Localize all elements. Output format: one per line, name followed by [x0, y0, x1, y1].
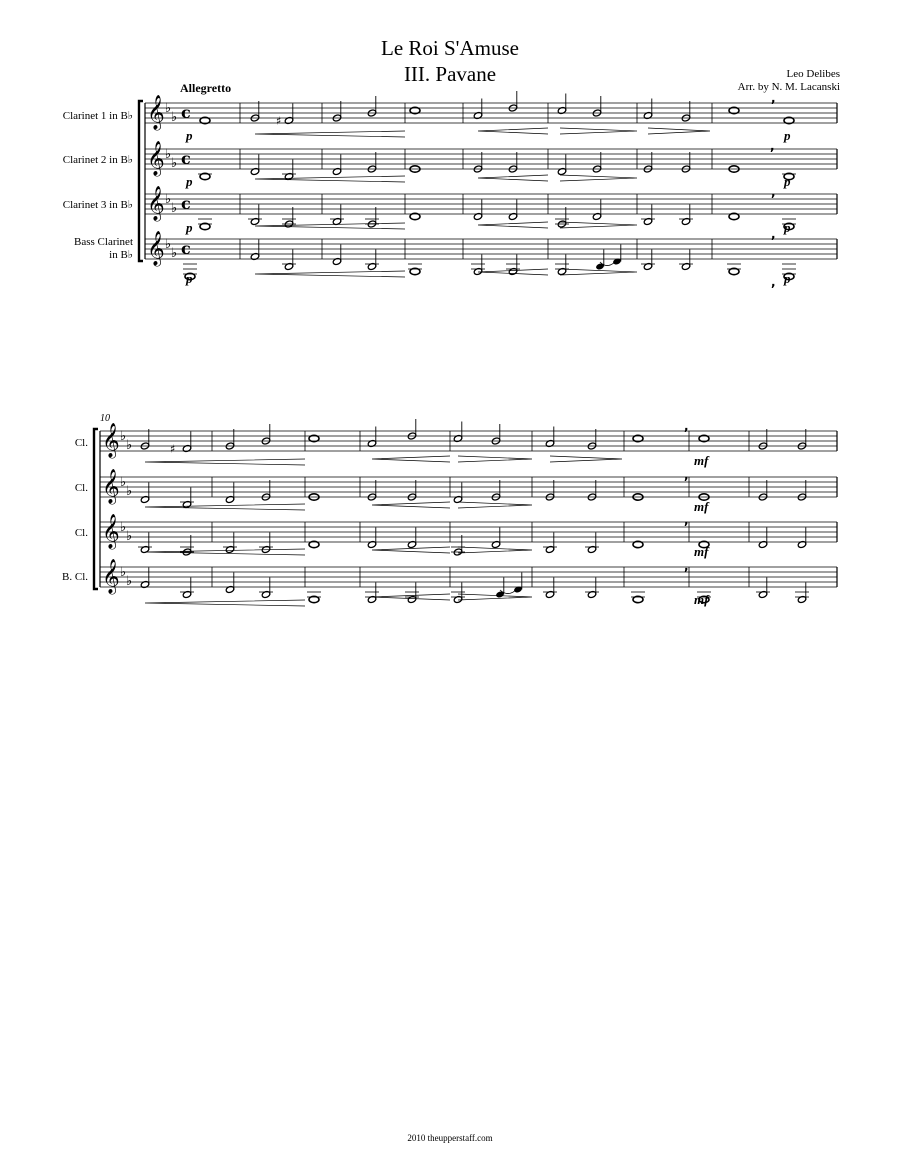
dynamic-p: p	[186, 174, 193, 189]
dynamic-mf: mf	[694, 592, 709, 607]
treble-clef-icon: 𝄞	[147, 186, 165, 221]
flat-icon: ♭	[165, 101, 172, 116]
crescendo-hairpin	[478, 128, 548, 134]
flat-icon: ♭	[120, 475, 127, 490]
flat-icon: ♭	[165, 192, 172, 207]
breath-mark-icon: ,	[771, 275, 776, 289]
dynamic-p: p	[186, 220, 193, 235]
decrescendo-hairpin	[560, 175, 637, 181]
dynamic-p: p	[784, 174, 791, 189]
treble-clef-icon: 𝄞	[102, 559, 120, 594]
flat-icon: ♭	[171, 201, 178, 216]
sharp-icon: ♯	[276, 114, 282, 128]
flat-icon: ♭	[171, 246, 178, 261]
decrescendo-hairpin	[648, 128, 710, 134]
instrument-label-clarinet-3: Clarinet 3 in B♭	[62, 199, 133, 211]
common-time-icon: c	[181, 103, 191, 122]
quarter-note	[495, 591, 504, 599]
instrument-label-clarinet-2: Clarinet 2 in B♭	[62, 154, 133, 166]
instrument-label-bass-clarinet-key: in B♭	[109, 249, 133, 261]
breath-mark-icon: ,	[771, 185, 776, 199]
dynamic-mf: mf	[694, 544, 709, 559]
instrument-label-short-bass-cl: B. Cl.	[62, 571, 88, 583]
dynamic-p: p	[186, 271, 193, 286]
breath-mark-icon: ,	[684, 559, 689, 573]
decrescendo-hairpin	[560, 222, 637, 228]
flat-icon: ♭	[126, 484, 133, 499]
instrument-label-bass-clarinet: Bass Clarinet	[74, 236, 133, 248]
breath-mark-icon: ,	[684, 513, 689, 527]
crescendo-hairpin	[255, 223, 405, 229]
breath-mark-icon: ,	[684, 468, 689, 482]
crescendo-hairpin	[145, 549, 305, 555]
flat-icon: ♭	[165, 237, 172, 252]
instrument-label-clarinet-1: Clarinet 1 in B♭	[62, 110, 133, 122]
crescendo-hairpin	[255, 131, 405, 137]
dynamic-mf: mf	[694, 453, 709, 468]
breath-mark-icon: ,	[771, 91, 776, 105]
composer-credit: Leo Delibes	[786, 68, 840, 80]
crescendo-hairpin	[478, 175, 548, 181]
breath-mark-icon: ,	[684, 419, 689, 433]
crescendo-hairpin	[372, 502, 450, 508]
flat-icon: ♭	[165, 147, 172, 162]
decrescendo-hairpin	[560, 128, 637, 134]
treble-clef-icon: 𝄞	[102, 423, 120, 458]
treble-clef-icon: 𝄞	[147, 141, 165, 176]
crescendo-hairpin	[255, 176, 405, 182]
measure-number: 10	[100, 413, 110, 424]
instrument-label-short-cl-1: Cl.	[74, 437, 88, 449]
crescendo-hairpin	[478, 222, 548, 228]
flat-icon: ♭	[171, 156, 178, 171]
flat-icon: ♭	[126, 574, 133, 589]
common-time-icon: c	[181, 194, 191, 213]
flat-icon: ♭	[171, 110, 178, 125]
decrescendo-hairpin	[550, 456, 622, 462]
instrument-label-short-cl-2: Cl.	[74, 482, 88, 494]
crescendo-hairpin	[145, 459, 305, 465]
movement-title: III. Pavane	[403, 62, 497, 86]
treble-clef-icon: 𝄞	[102, 514, 120, 549]
decrescendo-hairpin	[458, 502, 532, 508]
crescendo-hairpin	[145, 600, 305, 606]
system-bracket	[94, 429, 98, 589]
sharp-icon: ♯	[170, 442, 176, 456]
decrescendo-hairpin	[560, 269, 637, 275]
flat-icon: ♭	[120, 429, 127, 444]
notation-layer	[94, 91, 837, 606]
crescendo-hairpin	[255, 271, 405, 277]
breath-mark-icon: ,	[771, 227, 776, 241]
dynamic-p: p	[186, 128, 193, 143]
decrescendo-hairpin	[458, 456, 532, 462]
treble-clef-icon: 𝄞	[147, 95, 165, 130]
dynamic-p: p	[784, 220, 791, 235]
common-time-icon: c	[181, 239, 191, 258]
treble-clef-icon: 𝄞	[147, 231, 165, 266]
common-time-icon: c	[181, 149, 191, 168]
treble-clef-icon: 𝄞	[102, 469, 120, 504]
flat-icon: ♭	[126, 438, 133, 453]
quarter-note	[595, 263, 604, 271]
crescendo-hairpin	[372, 456, 450, 462]
piece-title: Le Roi S'Amuse	[381, 36, 519, 60]
dynamic-p: p	[784, 271, 791, 286]
flat-icon: ♭	[126, 529, 133, 544]
arranger-credit: Arr. by N. M. Lacanski	[737, 81, 840, 93]
dynamic-mf: mf	[694, 499, 709, 514]
tempo-marking: Allegretto	[180, 81, 232, 95]
dynamic-p: p	[784, 128, 791, 143]
breath-mark-icon: ,	[770, 139, 775, 153]
system-bracket	[139, 101, 143, 261]
footer-copyright: 2010 theupperstaff.com	[407, 1133, 493, 1143]
crescendo-hairpin	[145, 504, 305, 510]
flat-icon: ♭	[120, 520, 127, 535]
decrescendo-hairpin	[458, 594, 532, 600]
instrument-label-short-cl-3: Cl.	[74, 527, 88, 539]
flat-icon: ♭	[120, 565, 127, 580]
